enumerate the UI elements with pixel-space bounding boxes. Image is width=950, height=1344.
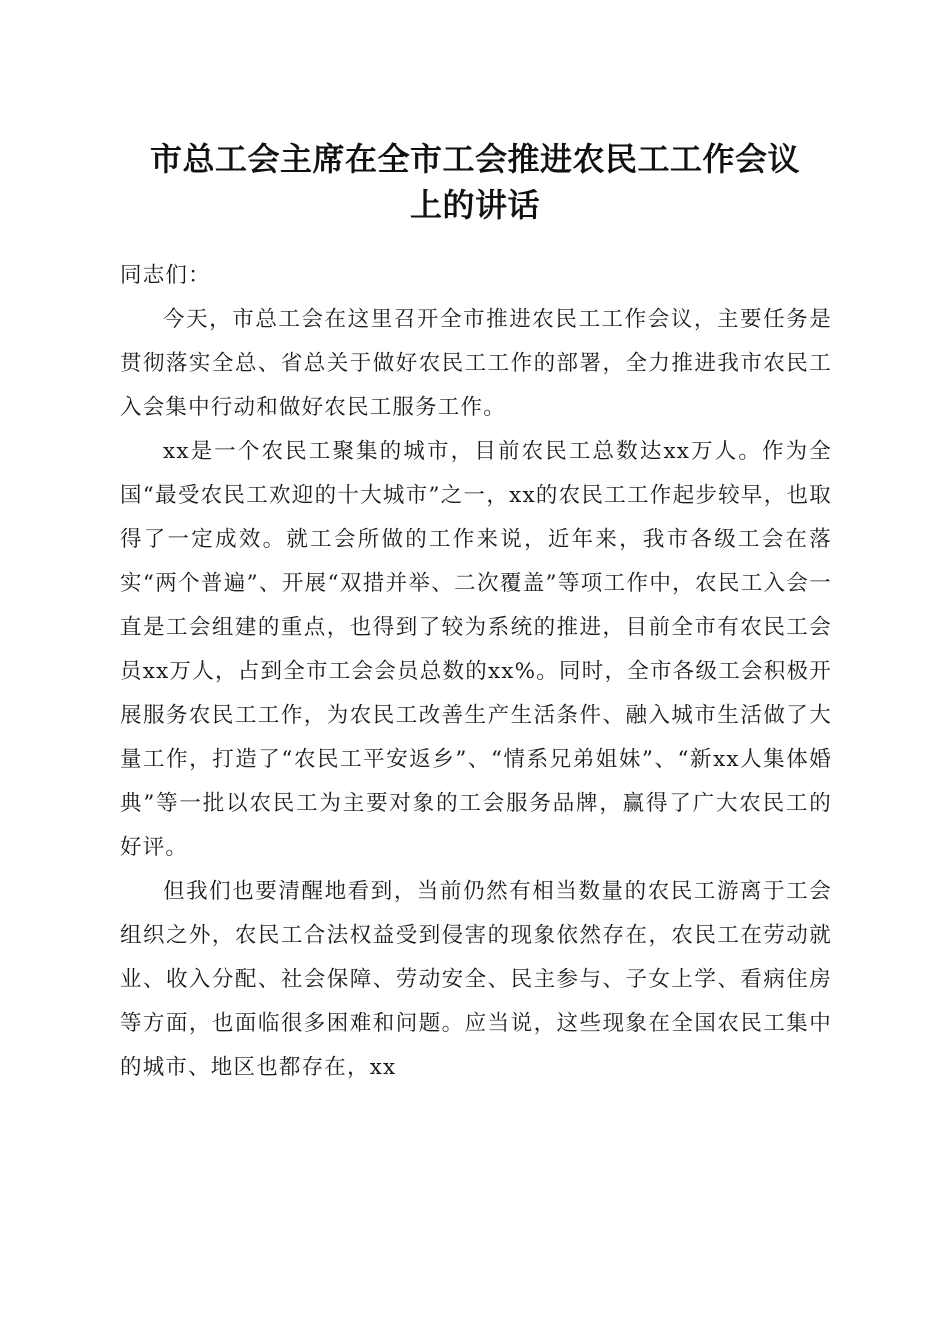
title-line-1: 市总工会主席在全市工会推进农民工工作会议	[149, 140, 800, 178]
salutation: 同志们：	[120, 263, 211, 288]
paragraph-2: xx是一个农民工聚集的城市，目前农民工总数达xx万人。作为全国“最受农民工欢迎的十大城市”之一，xx的农民工工作起步较早，也取得了一定成效。就工会所做的工作来说，近年来，我市各级工会在落实“两个普遍”、开展“双措并举、二次覆盖”等项工作中，农民工入会一直是工会组建的重点，也得到了较为系统的推进，目前全市有农民工会员xx万人，占到全市工会会员总数的xx%。同时，全市各级工会积极开展服务农民工工作，为农民工改善生产生活条件、融入城市生活做了大量工作，打造了“农民工平安返乡”、“情系兄弟姐妹”、“新xx人集体婚典”等一批以农民工为主要对象的工会服务品牌，赢得了广大农民工的好评。	[120, 439, 832, 860]
document-body	[120, 254, 832, 1090]
paragraph-3: 但我们也要清醒地看到，当前仍然有相当数量的农民工游离于工会组织之外，农民工合法权益受到侵害的现象依然存在，农民工在劳动就业、收入分配、社会保障、劳动安全、民主参与、子女上学、看病住房等方面，也面临很多困难和问题。应当说，这些现象在全国农民工集中的城市、地区也都存在，xx	[120, 879, 832, 1080]
document-title	[110, 136, 840, 228]
title-line-2: 上的讲话	[409, 186, 540, 224]
paragraph-1: 今天，市总工会在这里召开全市推进农民工工作会议，主要任务是贯彻落实全总、省总关于做好农民工工作的部署，全力推进我市农民工入会集中行动和做好农民工服务工作。	[120, 307, 832, 420]
